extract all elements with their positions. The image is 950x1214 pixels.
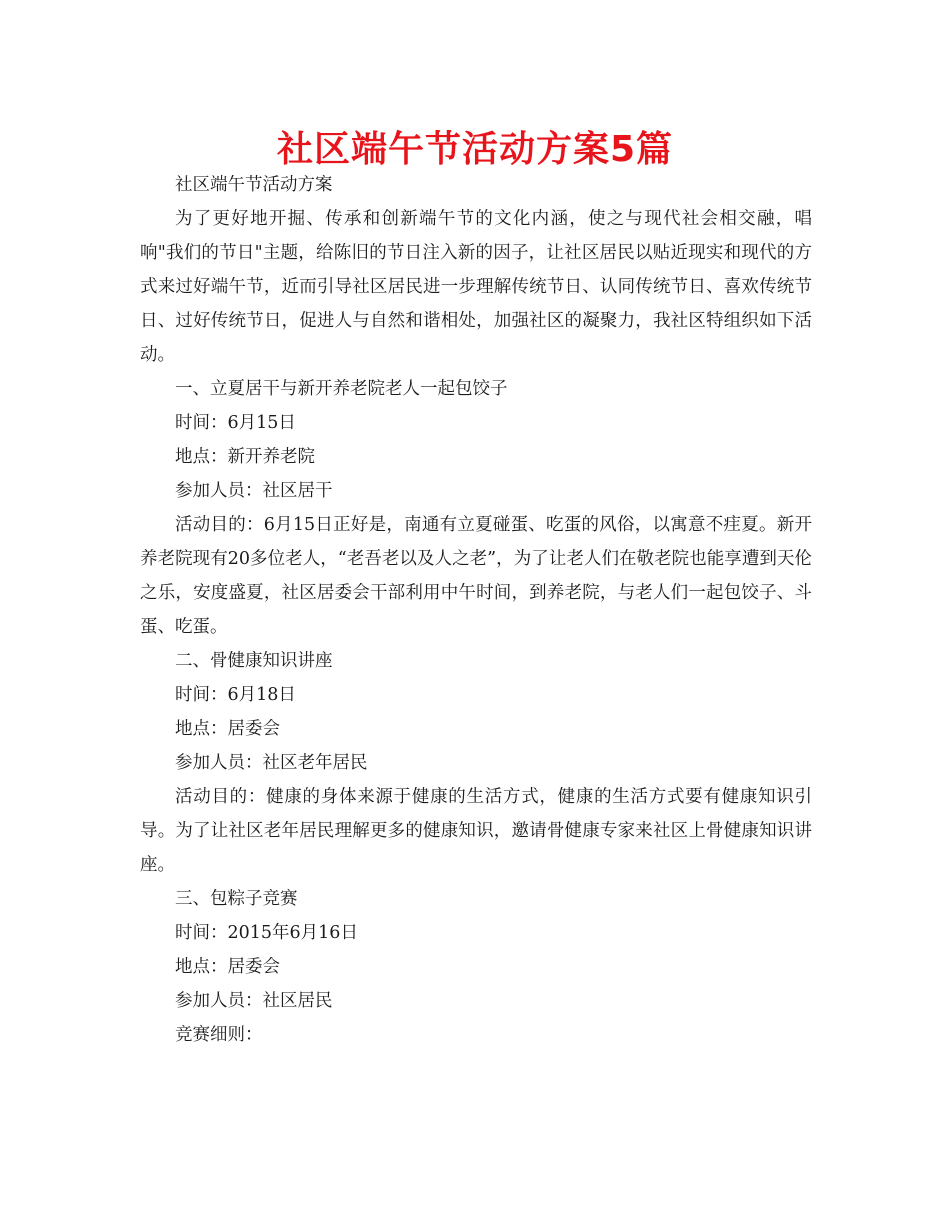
section-3-participants: 参加人员：社区居民 bbox=[175, 991, 333, 1011]
section-1-time: 时间：6月15日 bbox=[175, 413, 296, 433]
document-title: 社区端午节活动方案5篇 bbox=[276, 129, 674, 170]
section-3-location: 地点：居委会 bbox=[175, 957, 280, 977]
paragraph-subtitle: 社区端午节活动方案 bbox=[175, 175, 333, 195]
section-2-time: 时间：6月18日 bbox=[175, 685, 296, 705]
section-1-location: 地点：新开养老院 bbox=[175, 447, 315, 467]
section-3-rules: 竞赛细则： bbox=[175, 1025, 263, 1045]
section-2-participants: 参加人员：社区老年居民 bbox=[175, 753, 368, 773]
section-heading-1: 一、立夏居干与新开养老院老人一起包饺子 bbox=[175, 379, 508, 399]
section-3-time: 时间：2015年6月16日 bbox=[175, 923, 358, 943]
section-heading-3: 三、包粽子竞赛 bbox=[175, 889, 298, 909]
section-2-location: 地点：居委会 bbox=[175, 719, 280, 739]
document-body bbox=[140, 168, 812, 1052]
section-1-purpose: 活动目的：6月15日正好是，南通有立夏碰蛋、吃蛋的风俗，以寓意不疰夏。新开养老院现有20多位老人，“老吾老以及人之老”，为了让老人们在敬老院也能享遭到天伦之乐，安度盛夏，社区居委会干部利用中午时间，到养老院，与老人们一起包饺子、斗蛋、吃蛋。 bbox=[140, 515, 812, 637]
paragraph-intro: 为了更好地开掘、传承和创新端午节的文化内涵，使之与现代社会相交融，唱响"我们的节日"主题，给陈旧的节日注入新的因子，让社区居民以贴近现实和现代的方式来过好端午节，近而引导社区居民进一步理解传统节日、认同传统节日、喜欢传统节日、过好传统节日，促进人与自然和谐相处，加强社区的凝聚力，我社区特组织如下活动。 bbox=[140, 209, 812, 365]
section-2-purpose: 活动目的：健康的身体来源于健康的生活方式，健康的生活方式要有健康知识引导。为了让社区老年居民理解更多的健康知识，邀请骨健康专家来社区上骨健康知识讲座。 bbox=[140, 787, 812, 875]
section-heading-2: 二、骨健康知识讲座 bbox=[175, 651, 333, 671]
section-1-participants: 参加人员：社区居干 bbox=[175, 481, 333, 501]
